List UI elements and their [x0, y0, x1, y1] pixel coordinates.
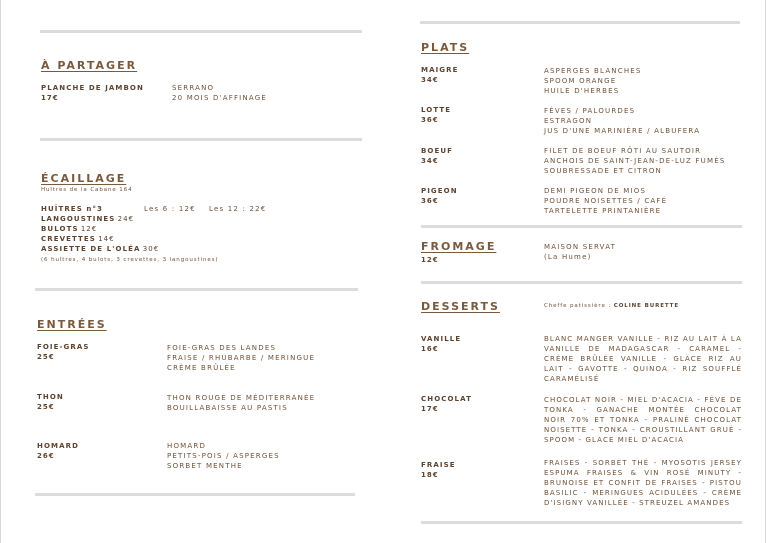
item-price: 14€: [98, 235, 115, 243]
item-name-lotte: LOTTE: [421, 106, 452, 114]
divider-top-right: [420, 21, 740, 24]
item-name: ASSIETTE DE L'OLÉA: [41, 245, 141, 253]
desc-line: HUILE D'HERBES: [544, 87, 620, 95]
item-desc-homard: [167, 441, 280, 471]
fromage-price: 12€: [421, 256, 439, 264]
item-name-maigre: MAIGRE: [421, 66, 459, 74]
ecaillage-item-langoustines: [41, 214, 134, 224]
desc-line: (La Hume): [544, 253, 592, 261]
ecaillage-item-assiette: [41, 244, 159, 254]
section-title-desserts: DESSERTS: [421, 300, 500, 313]
desc-line: CRÈME BRÛLÉE: [167, 364, 236, 372]
item-price-boeuf: 34€: [421, 157, 439, 165]
item-name-boeuf: BOEUF: [421, 147, 454, 155]
item-name-chocolat: CHOCOLAT: [421, 395, 472, 403]
desc-line: THON ROUGE DE MÉDITERRANÉE: [167, 394, 316, 402]
desc-line: DEMI PIGEON DE MIOS: [544, 187, 647, 195]
item-price-jambon: 17€: [41, 94, 59, 102]
desc-line: POUDRE NOISETTES / CAFÉ: [544, 197, 668, 205]
desc-line: SERRANO: [172, 84, 215, 92]
item-name-homard: HOMARD: [37, 442, 79, 450]
item-desc-boeuf: [544, 146, 725, 176]
divider-ecaillage: [40, 138, 362, 141]
desc-line: 20 MOIS D'AFFINAGE: [172, 94, 267, 102]
item-desc-vanille: BLANC MANGER VANILLE - RIZ AU LAIT À LA VANILLE DE MADAGASCAR - CARAMEL - CRÈME BRÛLÉE VANILLE - GLACE RIZ AU LAIT - GAVOTTE - QUINOA - RIZ SOUFFLÉ CARAMÉLISÉ: [544, 335, 742, 383]
desc-line: FILET DE BOEUF RÔTI AU SAUTOIR: [544, 147, 702, 155]
item-desc-chocolat: CHOCOLAT NOIR - MIEL D'ACACIA - FÈVE DE TONKA - GANACHE MONTÉE CHOCOLAT NOIR 70% ET TONKA - PRALINÉ CHOCOLAT NOISETTE - TONKA - CROUSTILLANT GRUÉ - SPOOM - GLACE MIEL D'ACACIA: [544, 396, 742, 444]
item-price: 12€: [80, 225, 98, 233]
desc-line: SORBET MENTHE: [167, 462, 243, 470]
desc-line: FÈVES / PALOURDES: [544, 107, 636, 115]
divider-bottom-right: [421, 521, 742, 524]
item-desc-jambon: [172, 83, 267, 103]
item-price-chocolat: 17€: [421, 405, 439, 413]
desc-line: MAISON SERVAT: [544, 243, 617, 251]
divider-desserts: [421, 281, 742, 284]
item-price-thon: 25€: [37, 403, 55, 411]
item-desc-maigre: [544, 66, 642, 96]
huitres-price-twelve: Les 12 : 22€: [209, 205, 267, 213]
item-name-jambon: PLANCHE DE JAMBON: [41, 84, 144, 92]
item-price-foie-gras: 25€: [37, 353, 55, 361]
section-title-plats: PLATS: [421, 41, 470, 54]
desc-line: PETITS-POIS / ASPERGES: [167, 452, 280, 460]
item-name: CREVETTES: [41, 235, 96, 243]
section-title-fromage: FROMAGE: [421, 240, 497, 253]
divider-top-left: [40, 30, 362, 33]
desc-line: ANCHOIS DE SAINT-JEAN-DE-LUZ FUMÉS: [544, 157, 726, 165]
item-desc-pigeon: [544, 186, 667, 216]
left-page-edge: [0, 0, 1, 543]
item-desc-fraise: FRAISES - SORBET THÉ - MYOSOTIS JERSEY ESPUMA FRAISES & VIN ROSÉ MINUTY - BRUNOISE ET CONFIT DE FRAISES - PISTOU BASILIC - MERINGUES ACIDULÉES - CRÈME D'ISIGNY VANILLÉE - STREUZEL AMANDES: [544, 459, 742, 507]
divider-entrees: [35, 288, 358, 291]
item-price: 30€: [142, 245, 160, 253]
item-name-fraise: FRAISE: [421, 461, 456, 469]
desc-line: SPOOM ORANGE: [544, 77, 617, 85]
desc-line: JUS D'UNE MARINIÈRE / ALBUFERA: [544, 127, 701, 135]
desc-line: SOUBRESSADE ET CITRON: [544, 167, 662, 175]
section-title-ecaillage: ÉCAILLAGE: [41, 172, 127, 185]
ecaillage-subtitle: Huîtres de la Cabane 164: [41, 187, 133, 193]
item-desc-lotte: [544, 106, 700, 136]
divider-fromage: [421, 225, 742, 228]
ecaillage-note: (6 huîtres, 4 bulots, 3 crevettes, 3 langoustines): [41, 257, 219, 263]
item-price-fraise: 18€: [421, 471, 439, 479]
item-name-huitres: HUÎTRES n°3: [41, 205, 104, 213]
desc-line: TARTELETTE PRINTANIÈRE: [544, 207, 662, 215]
item-price: 24€: [117, 215, 135, 223]
right-page-edge: [765, 0, 766, 543]
item-name: BULOTS: [41, 225, 79, 233]
item-desc-thon: [167, 393, 315, 413]
item-price-maigre: 34€: [421, 76, 439, 84]
item-price-vanille: 16€: [421, 345, 439, 353]
ecaillage-item-bulots: [41, 224, 97, 234]
desc-line: HOMARD: [167, 442, 207, 450]
item-name-thon: THON: [37, 393, 64, 401]
item-price-pigeon: 36€: [421, 197, 439, 205]
desc-line: ASPERGES BLANCHES: [544, 67, 642, 75]
section-title-partager: À PARTAGER: [41, 59, 138, 72]
item-name-foie-gras: FOIE-GRAS: [37, 343, 90, 351]
pastry-chef: [544, 303, 679, 309]
pastry-chef-label: Cheffe patissière :: [544, 303, 612, 309]
section-title-entrees: ENTRÉES: [37, 318, 107, 331]
item-price-lotte: 36€: [421, 116, 439, 124]
item-name: LANGOUSTINES: [41, 215, 116, 223]
item-name-pigeon: PIGEON: [421, 187, 458, 195]
divider-bottom-left: [35, 493, 355, 496]
ecaillage-item-crevettes: [41, 234, 115, 244]
item-price-homard: 26€: [37, 452, 55, 460]
item-desc-foie-gras: [167, 343, 315, 373]
desc-line: FOIE-GRAS DES LANDES: [167, 344, 277, 352]
huitres-price-six: Les 6 : 12€: [144, 205, 196, 213]
fromage-desc: [544, 242, 616, 262]
desc-line: ESTRAGON: [544, 117, 593, 125]
pastry-chef-name: COLINE BURETTE: [613, 303, 679, 309]
desc-line: BOUILLABAISSE AU PASTIS: [167, 404, 288, 412]
item-name-vanille: VANILLE: [421, 335, 462, 343]
desc-line: FRAISE / RHUBARBE / MERINGUE: [167, 354, 316, 362]
